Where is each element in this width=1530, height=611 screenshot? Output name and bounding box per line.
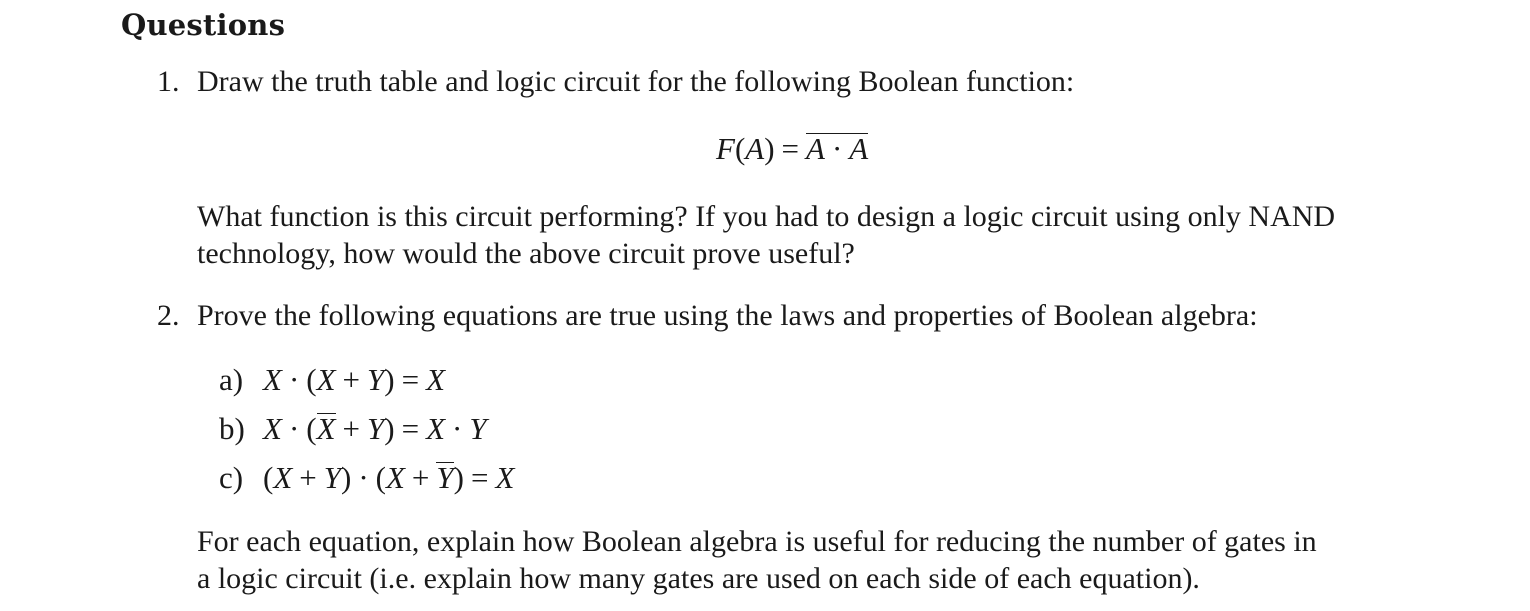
question-1-number: 1. [157,65,180,98]
question-2-number: 2. [157,299,180,332]
part-a-label: a) [219,362,244,397]
eq-equals: = [781,131,800,166]
equation-part-a: a) X · (X + Y) = X [219,362,446,397]
eq-rhs-a: A [806,131,825,166]
equation-part-c: c) (X + Y) · (X + Y) = X [219,460,515,495]
equation-part-b: b) X · (X + Y) = X · Y [219,411,487,446]
eq-negation-bar [806,133,868,164]
eq-close-paren: ) [764,131,775,166]
question-1-equation [716,130,868,168]
question-1-followup-line-2: technology, how would the above circuit prove useful? [197,237,855,270]
question-2-prompt: Prove the following equations are true using the laws and properties of Boolean algebra: [197,299,1258,332]
eq-func-name: F [716,131,735,166]
eq-arg: A [745,131,765,166]
question-2-closing-line-1: For each equation, explain how Boolean algebra is useful for reducing the number of gates in [197,525,1317,558]
eq-open-paren: ( [734,131,746,166]
question-2-closing-line-2: a logic circuit (i.e. explain how many gates are used on each side of each equation). [197,562,1200,595]
section-heading: Questions [121,8,286,42]
part-c-label: c) [219,460,244,495]
eq-rhs-dot: · [831,131,843,166]
question-1-prompt: Draw the truth table and logic circuit for the following Boolean function: [197,65,1075,98]
question-1-followup-line-1: What function is this circuit performing? If you had to design a logic circuit using only NAND [197,200,1336,233]
eq-rhs-b: A [849,131,869,166]
part-b-label: b) [219,411,245,446]
